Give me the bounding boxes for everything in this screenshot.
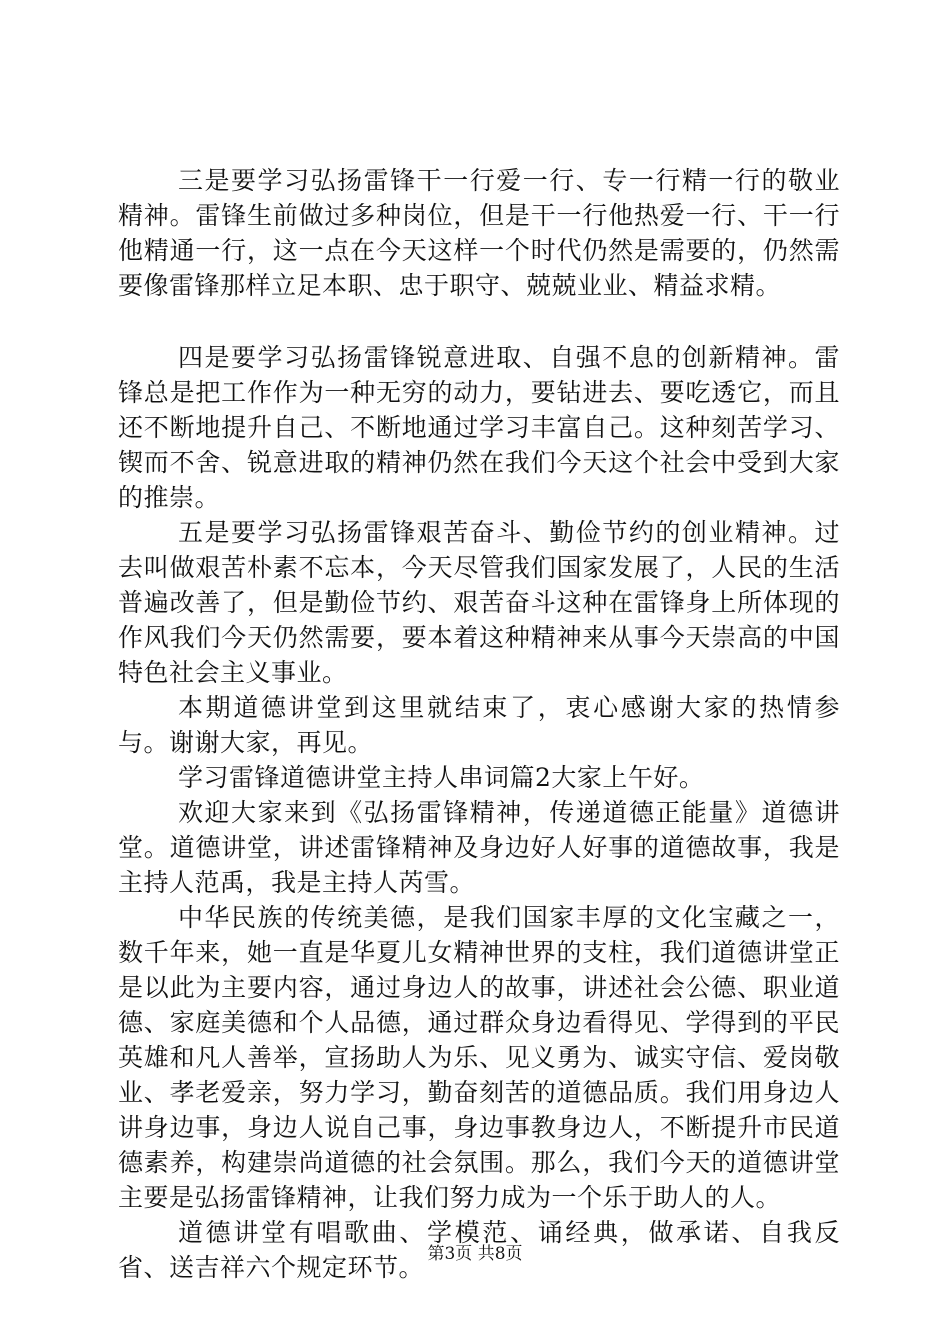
paragraph-program-segments: 道德讲堂有唱歌曲、学模范、诵经典，做承诺、自我反省、送吉祥六个规定环节。 [118,1218,840,1282]
paragraph-innovation-spirit: 四是要学习弘扬雷锋锐意进取、自强不息的创新精神。雷锋总是把工作作为一种无穷的动力，要钻进去、要吃透它，而且还不断地提升自己、不断地通过学习丰富自己。这种刻苦学习、锲而不舍、锐意进取的精神仍然在我们今天这个社会中受到大家的推崇。 [118,343,840,512]
document-body [118,163,840,1285]
paragraph-traditional-virtues: 中华民族的传统美德，是我们国家丰厚的文化宝藏之一，数千年来，她一直是华夏儿女精神世界的支柱，我们道德讲堂正是以此为主要内容，通过身边人的故事，讲述社会公德、职业道德、家庭美德和个人品德，通过群众身边看得见、学得到的平民英雄和凡人善举，宣扬助人为乐、见义勇为、诚实守信、爱岗敬业、孝老爱亲，努力学习，勤奋刻苦的道德品质。我们用身边人讲身边事，身边人说自己事，身边事教身边人，不断提升市民道德素养，构建崇尚道德的社会氛围。那么，我们今天的道德讲堂主要是弘扬雷锋精神，让我们努力成为一个乐于助人的人。 [118,903,840,1212]
paragraph-welcome: 欢迎大家来到《弘扬雷锋精神，传递道德正能量》道德讲堂。道德讲堂，讲述雷锋精神及身边好人好事的道德故事，我是主持人范禹，我是主持人芮雪。 [118,798,840,897]
paragraph-closing-remarks: 本期道德讲堂到这里就结束了，衷心感谢大家的热情参与。谢谢大家，再见。 [118,693,840,757]
paragraph-pioneering-spirit: 五是要学习弘扬雷锋艰苦奋斗、勤俭节约的创业精神。过去叫做艰苦朴素不忘本，今天尽管我们国家发展了，人民的生活普遍改善了，但是勤俭节约、艰苦奋斗这种在雷锋身上所体现的作风我们今天仍然需要，要本着这种精神来从事今天崇高的中国特色社会主义事业。 [118,518,840,687]
page-number-footer: 第3页 共8页 [427,1244,523,1264]
paragraph-section-heading: 学习雷锋道德讲堂主持人串词篇2大家上午好。 [178,763,705,792]
paragraph-dedication-spirit: 三是要学习弘扬雷锋干一行爱一行、专一行精一行的敬业精神。雷锋生前做过多种岗位，但是干一行他热爱一行、干一行他精通一行，这一点在今天这样一个时代仍然是需要的，仍然需要像雷锋那样立足本职、忠于职守、兢兢业业、精益求精。 [118,166,840,300]
